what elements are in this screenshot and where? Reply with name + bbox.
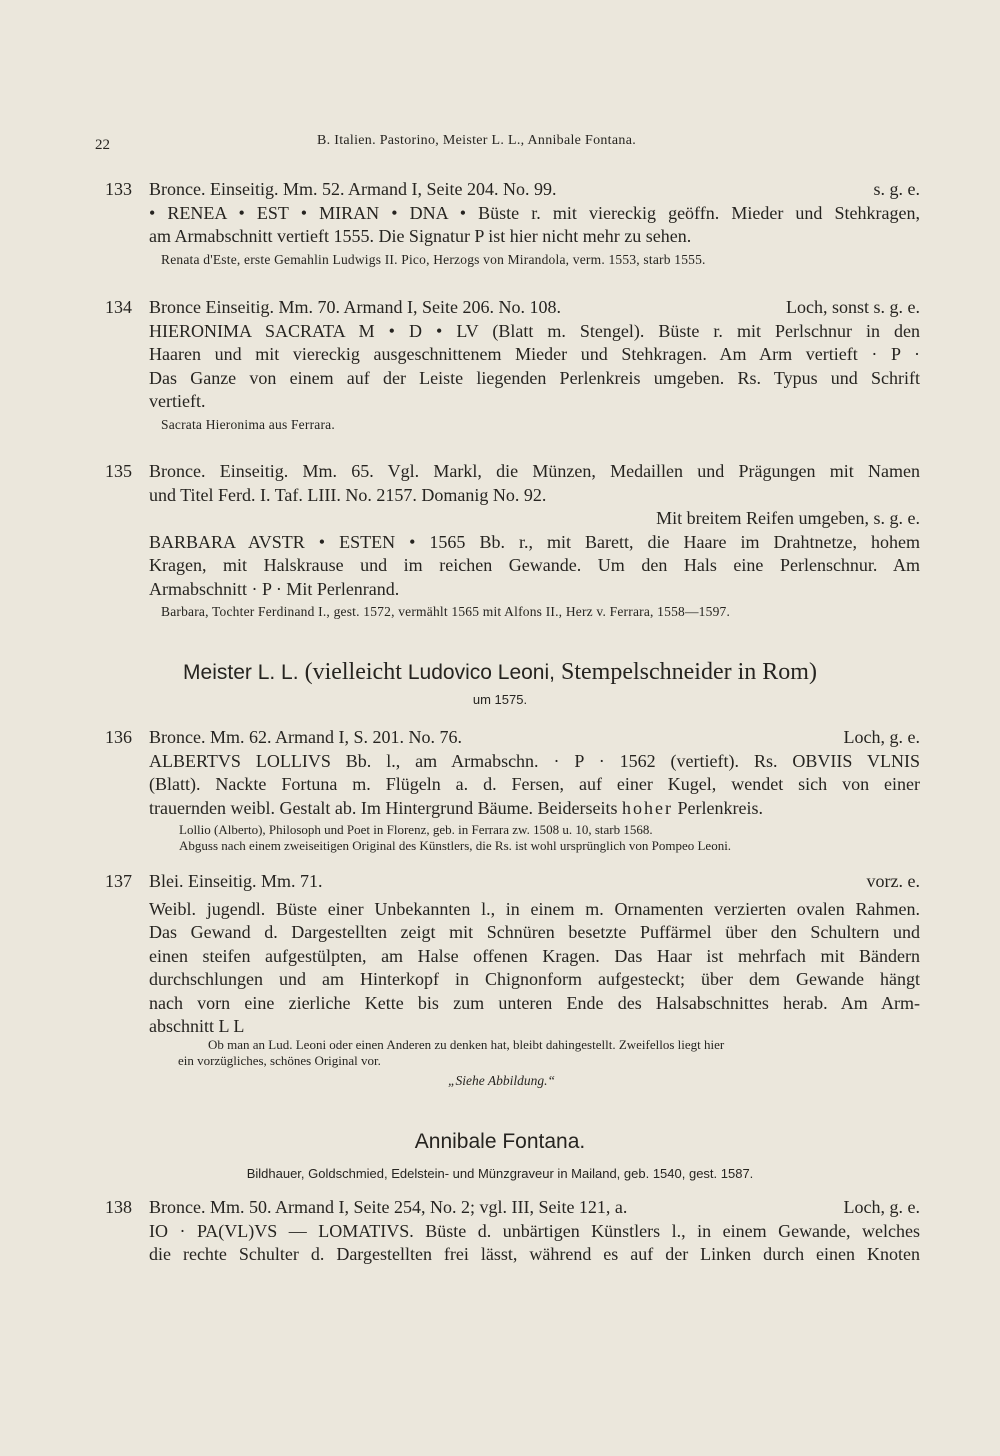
entry-note: Abguss nach einem zweiseitigen Original des Künstlers, die Rs. ist wohl ursprünglich von Pompeo Leoni.: [179, 838, 732, 853]
entry-line: • RENEA • EST • MIRAN • DNA • Büste r. mit viereckig geöffn. Mieder und Stehkragen,: [149, 202, 920, 223]
entry-138: [105, 1196, 920, 1267]
entry-136: [105, 726, 920, 854]
entry-note: Ob man an Lud. Leoni oder einen Anderen zu denken hat, bleibt dahingestellt. Zweifellos liegt hier: [208, 1037, 725, 1052]
entry-number: 135: [105, 461, 132, 481]
entry-number: 138: [105, 1197, 132, 1217]
entry-133: [105, 178, 920, 269]
entry-line: Das Gewand d. Dargestellten zeigt mit Schnüren besetzte Puffärmel über den Schultern und: [149, 922, 920, 942]
entry-134: [105, 296, 920, 434]
entry-head: Bronce. Einseitig. Mm. 52. Armand I, Seite 204. No. 99.: [149, 179, 557, 199]
entry-note: Lollio (Alberto), Philosoph und Poet in Florenz, geb. in Ferrara zw. 1508 u. 10, starb 1568.: [179, 822, 653, 837]
entry-line: BARBARA AVSTR • ESTEN • 1565 Bb. r., mit Barett, die Haare im Drahtnetze, hohem: [149, 531, 920, 552]
entry-line: Armabschnitt · P · Mit Perlenrand.: [149, 578, 400, 599]
entry-line: Das Ganze von einem auf der Leiste liegenden Perlenkreis umgeben. Rs. Typus und Schrift: [149, 367, 920, 388]
entry-line: am Armabschnitt vertieft 1555. Die Signatur P ist hier nicht mehr zu sehen.: [149, 226, 692, 246]
condition: s. g. e.: [873, 179, 920, 199]
entry-line: durchschlungen und am Hinterkopf in Chignonform aufgesteckt; über dem Gewande hängt: [149, 969, 920, 989]
entry-line: Haaren und mit viereckig ausgeschnittenem Mieder und Stehkragen. Am Arm vertieft · P ·: [149, 344, 920, 364]
section-date: um 1575.: [472, 692, 528, 707]
entry-number: 133: [105, 179, 132, 199]
page-number: 22: [95, 137, 110, 153]
running-header: [95, 133, 925, 157]
entry-note: Sacrata Hieronima aus Ferrara.: [161, 416, 335, 432]
entry-135: [105, 460, 920, 621]
condition: vorz. e.: [866, 871, 920, 891]
condition: Loch, g. e.: [843, 1197, 920, 1217]
entry-note: Barbara, Tochter Ferdinand I., gest. 1572, vermählt 1565 mit Alfons II., Herz v. Ferrara, 1558—1597.: [161, 604, 731, 619]
entry-line: und Titel Ferd. I. Taf. LIII. No. 2157. Domanig No. 92.: [149, 484, 547, 505]
entry-line: abschnitt L L: [149, 1016, 245, 1036]
section-description: Bildhauer, Goldschmied, Edelstein- und Münzgraveur in Mailand, geb. 1540, gest. 1587.: [246, 1166, 754, 1181]
entry-number: 137: [105, 871, 132, 891]
entry-line: vertieft.: [149, 391, 206, 411]
entry-note: Renata d'Este, erste Gemahlin Ludwigs II. Pico, Herzogs von Mirandola, verm. 1553, starb 1555.: [161, 251, 706, 267]
entry-line: trauernden weibl. Gestalt ab. Im Hintergrund Bäume. Beiderseits hoher Perlenkreis.: [149, 797, 764, 818]
condition: Mit breitem Reifen umgeben, s. g. e.: [656, 508, 920, 528]
entry-line: HIERONIMA SACRATA M • D • LV (Blatt m. Stengel). Büste r. mit Perlschnur in den: [149, 320, 920, 341]
entry-line: die rechte Schulter d. Dargestellten frei lässt, während es auf der Linken durch einen Knoten: [149, 1244, 920, 1264]
entry-line: ALBERTVS LOLLIVS Bb. l., am Armabschn. · P · 1562 (vertieft). Rs. OBVIIS VLNIS: [149, 750, 920, 771]
entry-line: nach vorn eine zierliche Kette bis zum unteren Ende des Halsabschnittes herab. Am Arm-: [149, 992, 920, 1013]
entry-head: Bronce. Mm. 62. Armand I, S. 201. No. 76.: [149, 727, 462, 747]
running-title: B. Italien. Pastorino, Meister L. L., Annibale Fontana.: [317, 133, 637, 148]
condition: Loch, g. e.: [843, 727, 920, 747]
entry-line: einen steifen aufgestülpten, am Halse offenen Kragen. Das Haar ist mehrfach mit Bändern: [149, 945, 920, 966]
section-heading-meister-ll: Meister L. L. (vielleicht Ludovico Leoni, Stempelschneider in Rom): [183, 659, 817, 685]
entry-number: 136: [105, 727, 132, 747]
entry-line: IO · PA(VL)VS — LOMATIVS. Büste d. unbärtigen Künstlers l., in einem Gewande, welches: [149, 1220, 920, 1241]
see-illustration: „Siehe Abbildung.“: [448, 1073, 556, 1088]
entry-head: Bronce. Einseitig. Mm. 65. Vgl. Markl, die Münzen, Medaillen und Prägungen mit Namen: [149, 461, 920, 481]
entry-137-note: [178, 1037, 920, 1089]
entry-note: ein vorzügliches, schönes Original vor.: [178, 1053, 381, 1068]
entry-number: 134: [105, 297, 132, 317]
entry-head: Bronce Einseitig. Mm. 70. Armand I, Seite 206. No. 108.: [149, 297, 561, 317]
entry-head: Blei. Einseitig. Mm. 71.: [149, 871, 323, 891]
section-heading-fontana: Annibale Fontana.: [414, 1130, 586, 1153]
entry-head: Bronce. Mm. 50. Armand I, Seite 254, No. 2; vgl. III, Seite 121, a.: [149, 1197, 628, 1217]
entry-line: Kragen, mit Halskrause und im reichen Gewande. Um den Hals eine Perlenschnur. Am: [149, 555, 920, 575]
condition: Loch, sonst s. g. e.: [786, 297, 920, 317]
entry-137: [105, 870, 920, 1039]
entry-line: (Blatt). Nackte Fortuna m. Flügeln a. d. Fersen, auf einer Kugel, wendet sich von einer: [149, 774, 920, 794]
entry-line: Weibl. jugendl. Büste einer Unbekannten l., in einem m. Ornamenten verzierten ovalen Rahmen.: [149, 898, 920, 919]
